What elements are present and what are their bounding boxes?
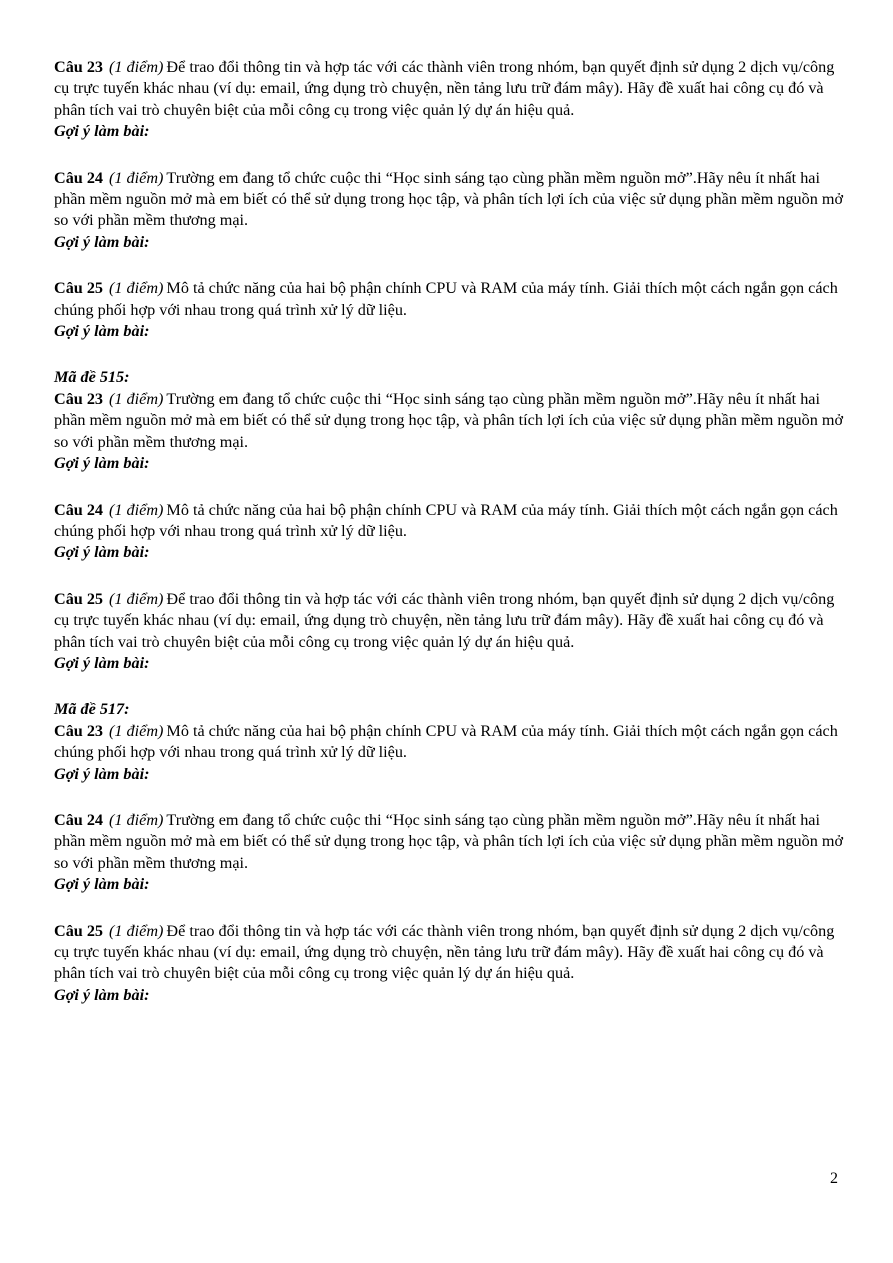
answer-hint: Gợi ý làm bài: <box>54 122 150 141</box>
page-content <box>54 57 844 1006</box>
question-label: Câu 24 <box>54 168 104 187</box>
question-label: Câu 24 <box>54 810 104 829</box>
question-paragraph <box>54 168 844 232</box>
question-label: Câu 23 <box>54 721 104 740</box>
question-text: Mô tả chức năng của hai bộ phận chính CPU và RAM của máy tính. Giải thích một cách ngắn gọn cách chúng phối hợp với nhau trong quá trình xử lý dữ liệu. <box>54 279 838 319</box>
question-points: (1 điểm) <box>109 721 164 740</box>
question-block <box>54 500 844 564</box>
question-points: (1 điểm) <box>109 168 164 187</box>
question-paragraph <box>54 278 844 321</box>
question-text: Trường em đang tổ chức cuộc thi “Học sinh sáng tạo cùng phần mềm nguồn mở”.Hãy nêu ít nhất hai phần mềm nguồn mở mà em biết có thể sử dụng trong học tập, và phân tích lợi ích của việc sử dụng phần mềm nguồn mở so với phần mềm thương mại. <box>54 168 844 230</box>
question-points: (1 điểm) <box>109 58 164 76</box>
question-block <box>54 921 844 1007</box>
question-block <box>54 389 844 475</box>
answer-hint: Gợi ý làm bài: <box>54 454 150 473</box>
question-block <box>54 168 844 254</box>
question-block <box>54 589 844 675</box>
question-text: Mô tả chức năng của hai bộ phận chính CPU và RAM của máy tính. Giải thích một cách ngắn gọn cách chúng phối hợp với nhau trong quá trình xử lý dữ liệu. <box>54 500 838 540</box>
answer-hint: Gợi ý làm bài: <box>54 653 150 672</box>
answer-hint: Gợi ý làm bài: <box>54 985 150 1004</box>
question-text: Để trao đổi thông tin và hợp tác với các thành viên trong nhóm, bạn quyết định sử dụng 2 dịch vụ/công cụ trực tuyến khác nhau (ví dụ: email, ứng dụng trò chuyện, nền tảng lưu trữ đám mây). Hãy đề xuất hai công cụ đó và phân tích vai trò chuyên biệt của mỗi công cụ trong việc quản lý dự án hiệu quả. <box>54 58 835 119</box>
question-paragraph <box>54 810 844 874</box>
question-block <box>54 810 844 896</box>
answer-hint: Gợi ý làm bài: <box>54 232 150 251</box>
question-paragraph <box>54 57 844 121</box>
question-block <box>54 721 844 785</box>
question-text: Trường em đang tổ chức cuộc thi “Học sinh sáng tạo cùng phần mềm nguồn mở”.Hãy nêu ít nhất hai phần mềm nguồn mở mà em biết có thể sử dụng trong học tập, và phân tích lợi ích của việc sử dụng phần mềm nguồn mở so với phần mềm thương mại. <box>54 810 844 872</box>
question-block <box>54 57 844 143</box>
question-paragraph <box>54 589 844 653</box>
question-paragraph <box>54 921 844 985</box>
exam-code-heading: Mã đề 517: <box>54 700 130 719</box>
question-paragraph <box>54 721 844 764</box>
question-label: Câu 23 <box>54 389 104 408</box>
question-label: Câu 25 <box>54 921 104 940</box>
question-paragraph <box>54 500 844 543</box>
question-label: Câu 23 <box>54 58 104 76</box>
question-points: (1 điểm) <box>109 810 164 829</box>
question-block <box>54 278 844 342</box>
question-text: Trường em đang tổ chức cuộc thi “Học sinh sáng tạo cùng phần mềm nguồn mở”.Hãy nêu ít nhất hai phần mềm nguồn mở mà em biết có thể sử dụng trong học tập, và phân tích lợi ích của việc sử dụng phần mềm nguồn mở so với phần mềm thương mại. <box>54 389 844 451</box>
question-text: Để trao đổi thông tin và hợp tác với các thành viên trong nhóm, bạn quyết định sử dụng 2 dịch vụ/công cụ trực tuyến khác nhau (ví dụ: email, ứng dụng trò chuyện, nền tảng lưu trữ đám mây). Hãy đề xuất hai công cụ đó và phân tích vai trò chuyên biệt của mỗi công cụ trong việc quản lý dự án hiệu quả. <box>54 589 835 651</box>
question-paragraph <box>54 389 844 453</box>
question-points: (1 điểm) <box>109 589 164 608</box>
exam-code-heading: Mã đề 515: <box>54 368 130 387</box>
question-label: Câu 25 <box>54 279 104 298</box>
answer-hint: Gợi ý làm bài: <box>54 322 150 341</box>
answer-hint: Gợi ý làm bài: <box>54 543 150 562</box>
answer-hint: Gợi ý làm bài: <box>54 764 150 783</box>
question-points: (1 điểm) <box>109 279 164 298</box>
question-text: Mô tả chức năng của hai bộ phận chính CPU và RAM của máy tính. Giải thích một cách ngắn gọn cách chúng phối hợp với nhau trong quá trình xử lý dữ liệu. <box>54 721 838 762</box>
question-text: Để trao đổi thông tin và hợp tác với các thành viên trong nhóm, bạn quyết định sử dụng 2 dịch vụ/công cụ trực tuyến khác nhau (ví dụ: email, ứng dụng trò chuyện, nền tảng lưu trữ đám mây). Hãy đề xuất hai công cụ đó và phân tích vai trò chuyên biệt của mỗi công cụ trong việc quản lý dự án hiệu quả. <box>54 921 835 983</box>
page-number: 2 <box>830 1170 838 1187</box>
question-points: (1 điểm) <box>109 921 164 940</box>
question-points: (1 điểm) <box>109 389 164 408</box>
question-label: Câu 25 <box>54 589 104 608</box>
question-points: (1 điểm) <box>109 500 164 519</box>
question-label: Câu 24 <box>54 500 104 519</box>
answer-hint: Gợi ý làm bài: <box>54 875 150 894</box>
